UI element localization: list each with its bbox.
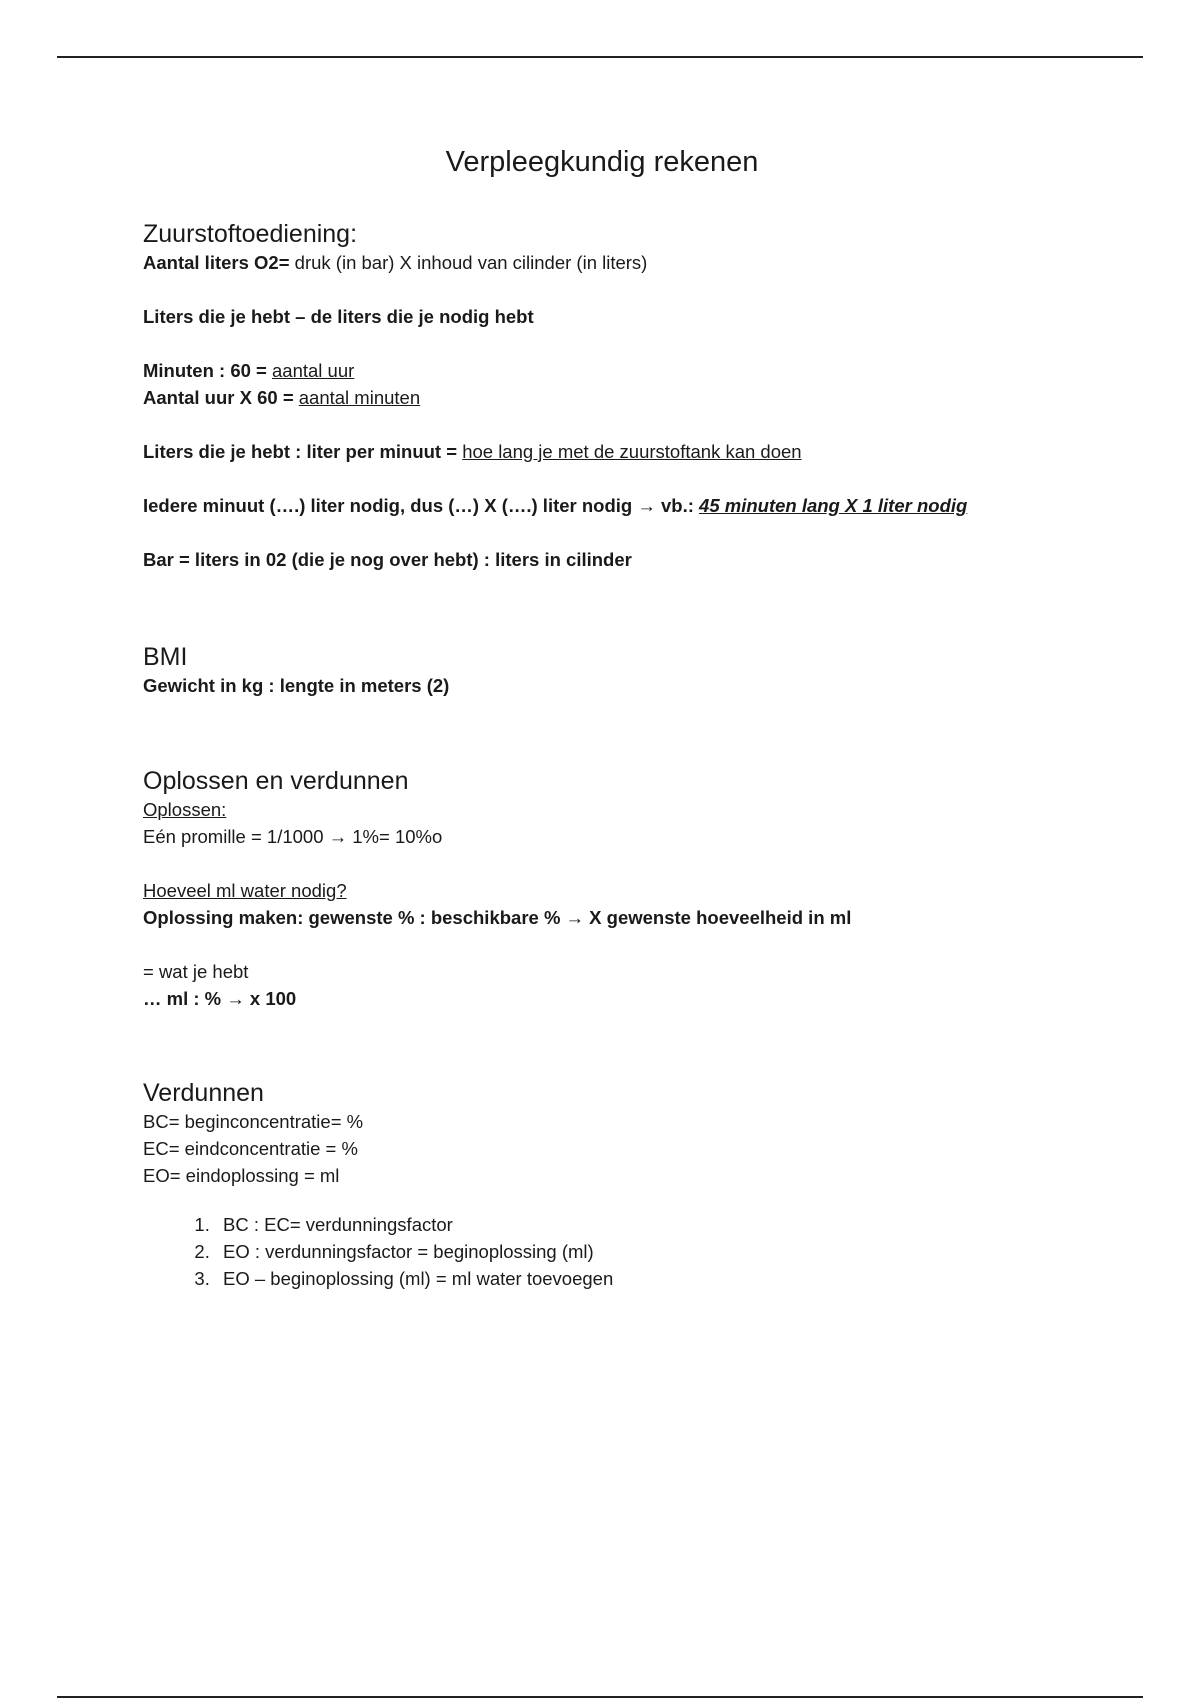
formula-hours-to-minutes: Aantal uur X 60 = aantal minuten — [143, 387, 421, 408]
formula-bar: Bar = liters in 02 (die je nog over hebt) : liters in cilinder — [143, 549, 632, 570]
step-item: 2. EO : verdunningsfactor = beginoplossing (ml) — [215, 1238, 613, 1265]
subheading-oplossen: Oplossen: — [143, 799, 227, 820]
section-heading-zuurstof: Zuurstoftoediening: — [143, 220, 358, 248]
section-heading-oplossen: Oplossen en verdunnen — [143, 767, 409, 795]
formula-ml-percent: … ml : % → x 100 — [143, 988, 297, 1009]
section-bmi — [143, 642, 449, 699]
subheading-water-nodig: Hoeveel ml water nodig? — [143, 880, 347, 901]
definition-eo: EO= eindoplossing = ml — [143, 1165, 340, 1186]
section-verdunnen — [143, 1078, 613, 1292]
formula-oplossing-maken: Oplossing maken: gewenste % : beschikbare % → X gewenste hoeveelheid in ml — [143, 907, 852, 928]
section-heading-verdunnen: Verdunnen — [143, 1079, 264, 1107]
formula-liters-o2: Aantal liters O2= druk (in bar) X inhoud van cilinder (in liters) — [143, 252, 648, 273]
formula-bmi: Gewicht in kg : lengte in meters (2) — [143, 675, 450, 696]
formula-tank-duration: Liters die je hebt : liter per minuut = hoe lang je met de zuurstoftank kan doen — [143, 441, 802, 462]
page-title: Verpleegkundig rekenen — [445, 146, 759, 178]
section-heading-bmi: BMI — [143, 643, 188, 671]
formula-liters-remaining: Liters die je hebt – de liters die je nodig hebt — [143, 306, 534, 327]
text-wat-je-hebt: = wat je hebt — [143, 961, 249, 982]
section-zuurstof — [143, 219, 967, 573]
formula-per-minute: Iedere minuut (….) liter nodig, dus (…) X (….) liter nodig → vb.: 45 minuten lang X 1 liter nodig — [143, 495, 968, 516]
footer-rule — [57, 1696, 1143, 1698]
formula-minutes-to-hours: Minuten : 60 = aantal uur — [143, 360, 355, 381]
section-oplossen — [143, 766, 851, 1012]
header-rule — [57, 56, 1143, 58]
steps-list — [143, 1211, 613, 1292]
formula-promille: Eén promille = 1/1000 → 1%= 10%o — [143, 826, 443, 847]
definition-bc: BC= beginconcentratie= % — [143, 1111, 364, 1132]
definition-ec: EC= eindconcentratie = % — [143, 1138, 358, 1159]
step-item: 3. EO – beginoplossing (ml) = ml water toevoegen — [215, 1265, 613, 1292]
step-item: 1. BC : EC= verdunningsfactor — [215, 1211, 613, 1238]
